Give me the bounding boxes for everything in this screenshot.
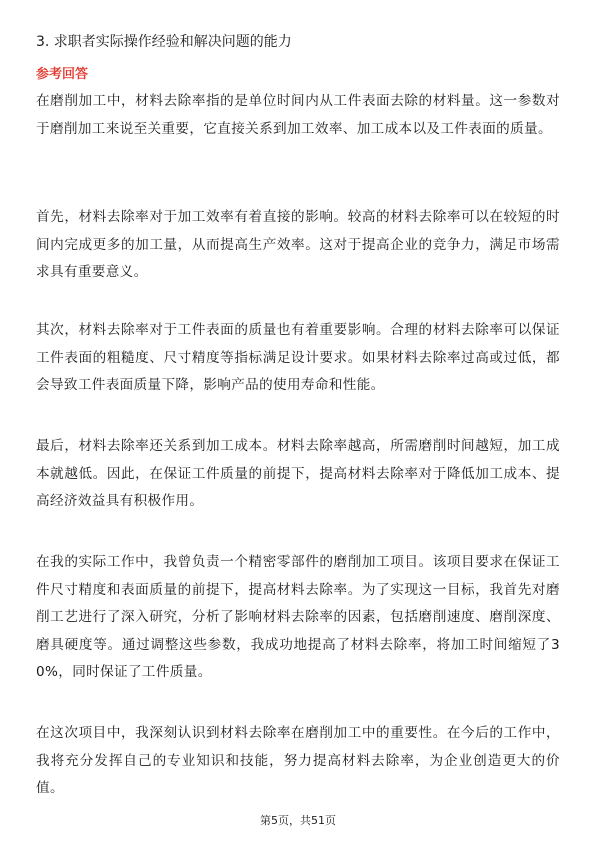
paragraph: 首先，材料去除率对于加工效率有着直接的影响。较高的材料去除率可以在较短的时间内完成更多的加工量，从而提高生产效率。这对于提高企业的竞争力，满足市场需求具有重要意义。 bbox=[36, 209, 560, 280]
paragraph: 在我的实际工作中，我曾负责一个精密零部件的磨削加工项目。该项目要求在保证工件尺寸精度和表面质量的前提下，提高材料去除率。为了实现这一目标，我首先对磨削工艺进行了深入研究，分析了影响材料去除率的因素，包括磨削速度、磨削深度、磨具硬度等。通过调整这些参数，我成功地提高了材料去除率，将加工时间缩短了30%，同时保证了工件质量。 bbox=[36, 554, 560, 680]
question-title: 3. 求职者实际操作经验和解决问题的能力 bbox=[36, 34, 292, 50]
answer-label: 参考回答 bbox=[36, 67, 89, 82]
document-page bbox=[36, 0, 560, 842]
paragraph: 在磨削加工中，材料去除率指的是单位时间内从工件表面去除的材料量。这一参数对于磨削加工来说至关重要，它直接关系到加工效率、加工成本以及工件表面的质量。 bbox=[36, 93, 560, 137]
page-footer: 第5页，共51页 bbox=[260, 814, 336, 827]
paragraph: 其次，材料去除率对于工件表面的质量也有着重要影响。合理的材料去除率可以保证工件表面的粗糙度、尺寸精度等指标满足设计要求。如果材料去除率过高或过低，都会导致工件表面质量下降，影响产品的使用寿命和性能。 bbox=[36, 322, 560, 393]
paragraph: 在这次项目中，我深刻认识到材料去除率在磨削加工中的重要性。在今后的工作中，我将充分发挥自己的专业知识和技能，努力提高材料去除率，为企业创造更大的价值。 bbox=[36, 725, 560, 796]
paragraph: 最后，材料去除率还关系到加工成本。材料去除率越高，所需磨削时间越短，加工成本就越低。因此，在保证工件质量的前提下，提高材料去除率对于降低加工成本、提高经济效益具有积极作用。 bbox=[36, 438, 560, 509]
